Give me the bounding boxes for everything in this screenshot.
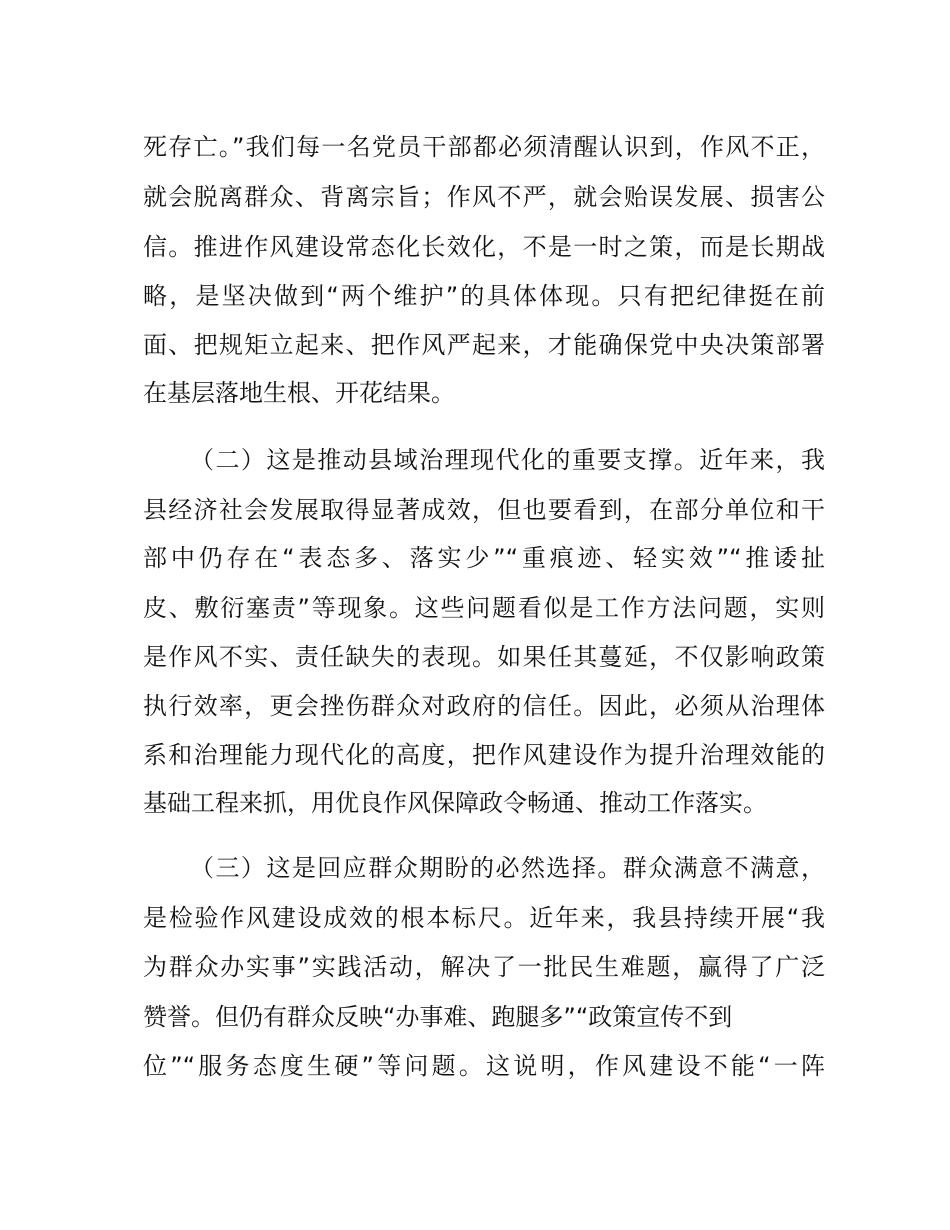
text-line: 面、把规矩立起来、把作风严起来，才能确保党中央决策部署 — [143, 331, 825, 359]
text-line: （二）这是推动县域治理现代化的重要支撑。近年来，我 — [190, 446, 825, 474]
text-line: 是检验作风建设成效的根本标尺。近年来，我县持续开展“我 — [143, 904, 825, 932]
text-line: 部中仍存在“表态多、落实少”“重痕迹、轻实效”“推诿扯 — [143, 544, 825, 572]
text-line: 位”“服务态度生硬”等问题。这说明，作风建设不能“一阵 — [143, 1052, 825, 1080]
text-line: 县经济社会发展取得显著成效，但也要看到，在部分单位和干 — [143, 496, 825, 524]
text-line: （三）这是回应群众期盼的必然选择。群众满意不满意， — [190, 854, 825, 882]
text-line: 信。推进作风建设常态化长效化，不是一时之策，而是长期战 — [143, 233, 825, 261]
text-line: 赞誉。但仍有群众反映“办事难、跑腿多”“政策宣传不到 — [143, 1003, 733, 1031]
text-line: 死存亡。”我们每一名党员干部都必须清醒认识到，作风不正， — [143, 133, 825, 161]
text-line: 是作风不实、责任缺失的表现。如果任其蔓延，不仅影响政策 — [143, 643, 825, 671]
text-line: 执行效率，更会挫伤群众对政府的信任。因此，必须从治理体 — [143, 692, 825, 720]
text-line: 皮、敷衍塞责”等现象。这些问题看似是工作方法问题，实则 — [143, 594, 825, 622]
text-line: 系和治理能力现代化的高度，把作风建设作为提升治理效能的 — [143, 741, 825, 769]
text-line: 略，是坚决做到“两个维护”的具体体现。只有把纪律挺在前 — [143, 282, 825, 310]
text-line: 在基层落地生根、开花结果。 — [143, 379, 455, 407]
text-line: 为群众办实事”实践活动，解决了一批民生难题，赢得了广泛 — [143, 953, 825, 981]
text-line: 基础工程来抓，用优良作风保障政令畅通、推动工作落实。 — [143, 789, 767, 817]
text-line: 就会脱离群众、背离宗旨；作风不严，就会贻误发展、损害公 — [143, 183, 825, 211]
